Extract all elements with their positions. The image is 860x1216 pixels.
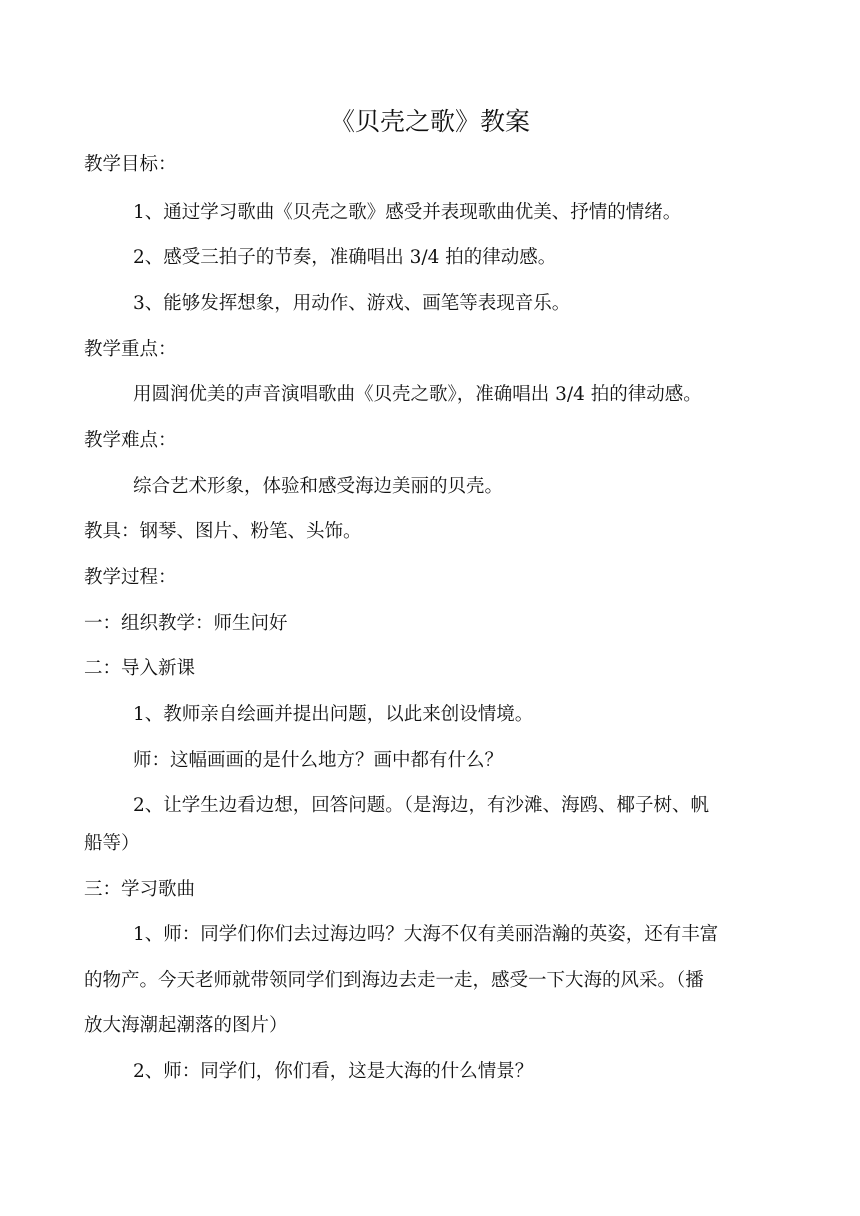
heading-teaching-goals: 教学目标：	[84, 154, 177, 175]
goal-item-3: 3、能够发挥想象，用动作、游戏、画笔等表现音乐。	[133, 293, 571, 314]
step-3-item-1-cont-2: 放大海潮起潮落的图片）	[84, 1015, 288, 1036]
goal-item-2: 2、感受三拍子的节奏，准确唱出 3/4 拍的律动感。	[133, 247, 557, 268]
step-2-item-2: 2、让学生边看边想，回答问题。（是海边，有沙滩、海鸥、椰子树、帆	[133, 795, 710, 816]
step-2-item-2-cont: 船等）	[84, 833, 140, 854]
teaching-aids: 教具：钢琴、图片、粉笔、头饰。	[84, 521, 362, 542]
step-3-item-1-cont-1: 的物产。今天老师就带领同学们到海边去走一走，感受一下大海的风采。（播	[84, 970, 704, 991]
difficulty-text: 综合艺术形象，体验和感受海边美丽的贝壳。	[133, 476, 504, 497]
document-title: 《贝壳之歌》教案	[329, 107, 530, 136]
process-step-3: 三：学习歌曲	[84, 879, 196, 900]
process-step-2: 二：导入新课	[84, 658, 196, 679]
goal-item-1: 1、通过学习歌曲《贝壳之歌》感受并表现歌曲优美、抒情的情绪。	[133, 202, 682, 223]
step-2-item-1: 1、教师亲自绘画并提出问题，以此来创设情境。	[133, 704, 534, 725]
step-2-teacher-question: 师：这幅画画的是什么地方？画中都有什么？	[133, 750, 504, 771]
heading-key-points: 教学重点：	[84, 339, 177, 360]
key-point-text: 用圆润优美的声音演唱歌曲《贝壳之歌》，准确唱出 3/4 拍的律动感。	[133, 384, 702, 405]
step-3-item-2: 2、师：同学们，你们看，这是大海的什么情景？	[133, 1061, 534, 1082]
heading-process: 教学过程：	[84, 567, 177, 588]
heading-difficulties: 教学难点：	[84, 430, 177, 451]
process-step-1: 一：组织教学：师生问好	[84, 613, 288, 634]
step-3-item-1: 1、师：同学们你们去过海边吗？大海不仅有美丽浩瀚的英姿，还有丰富	[133, 924, 719, 945]
